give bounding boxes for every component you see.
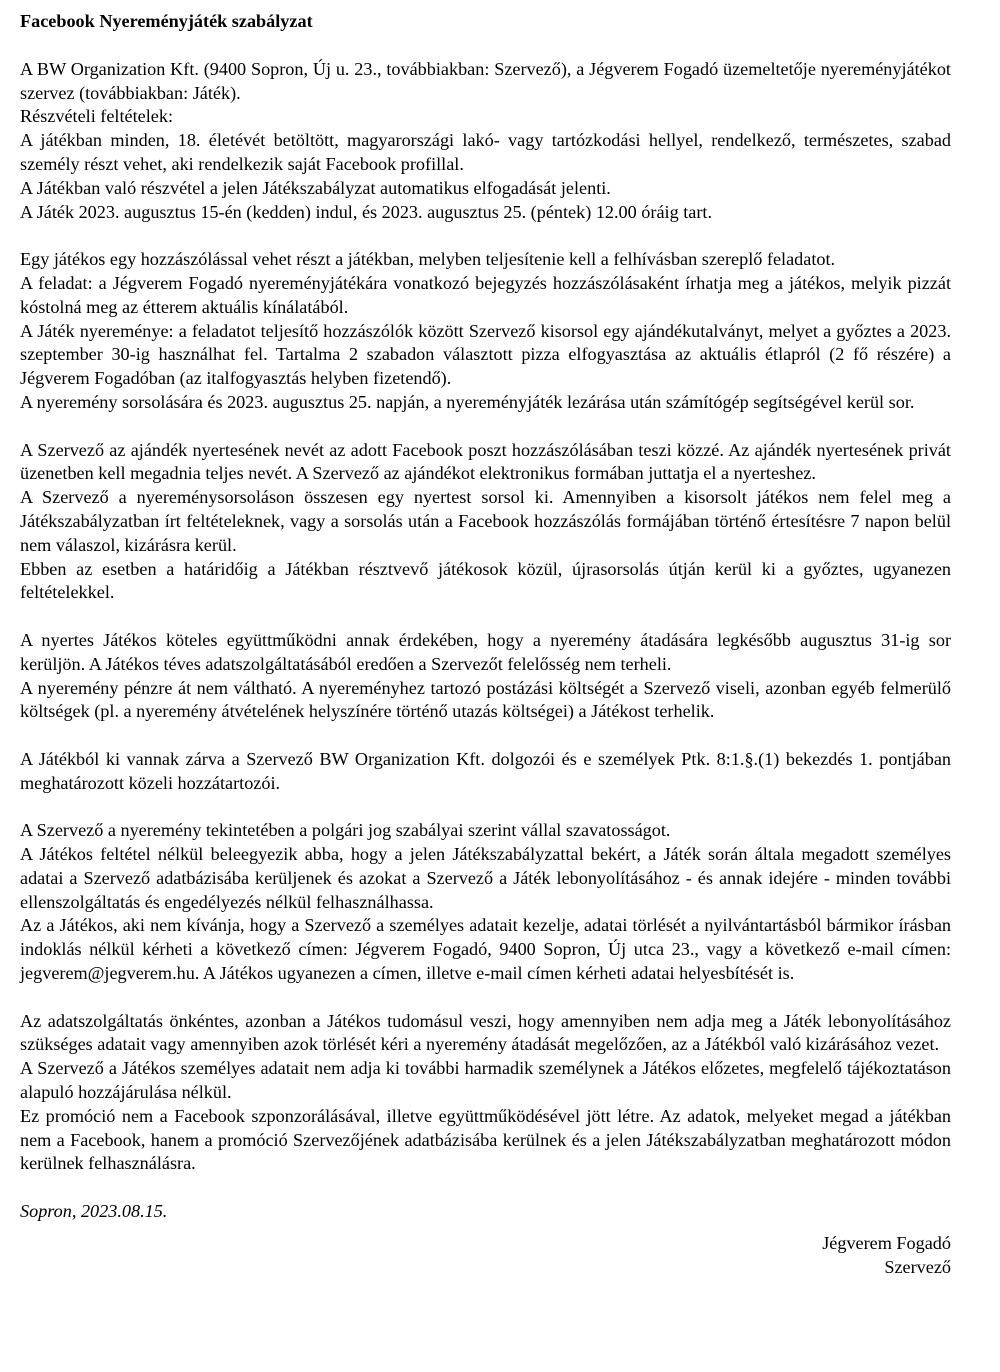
signature-block [20,1232,951,1280]
section-exclusions [20,748,951,796]
paragraph-costs: A nyeremény pénzre át nem váltható. A nyereményhez tartozó postázási költségét a Szervező viseli, azonban egyéb felmerülő költségek (pl. a nyeremény átvételének helyszínére történő utazás költségei) a Játékost terhelik. [20,677,951,722]
paragraph-one-comment: Egy játékos egy hozzászólással vehet részt a játékban, melyben teljesítenie kell a felhívásban szereplő feladatot. [20,249,836,270]
section-participation [20,248,951,415]
paragraph-warranty: A Szervező a nyeremény tekintetében a polgári jog szabályai szerint vállal szavatosságot. [20,820,671,841]
paragraph-single-winner: A Szervező a nyereménysorsoláson összesen egy nyertest sorsol ki. Amennyiben a kisorsolt játékos nem felel meg a Játékszabályzatban írt feltételeknek, vagy a sorsolás után a Facebook hozzászólás formájában történő értesítésre 7 napon belül nem válaszol, kizárásra kerül. [20,487,951,555]
paragraph-eligibility: A játékban minden, 18. életévét betöltött, magyarországi lakó- vagy tartózkodási hellyel, rendelkező, természetes, szabad személy részt vehet, aki rendelkezik saját Facebook profillal. [20,130,951,174]
section-winner [20,439,951,606]
paragraph-redraw: Ebben az esetben a határidőig a Játékban résztvevő játékosok közül, újrasorsolás útján kerül ki a győztes, ugyanezen feltételekkel. [20,558,951,603]
paragraph-organizer: A BW Organization Kft. (9400 Sopron, Új u. 23., továbbiakban: Szervező), a Jégverem Fogadó üzemeltetője nyereményjátékot szervez (továbbiakban: Játék). [20,58,951,103]
signature-role: Szervező [884,1256,951,1277]
section-intro [20,58,951,225]
paragraph-cooperation: A nyertes Játékos köteles együttműködni annak érdekében, hogy a nyeremény átadására legkésőbb augusztus 31-ig sor kerüljön. A Játékos téves adatszolgáltatásából eredően a Szervezőt felelősség nem terheli. [20,629,951,674]
paragraph-conditions-heading: Részvételi feltételek: [20,106,174,127]
paragraph-third-parties: A Szervező a Játékos személyes adatait nem adja ki további harmadik személynek a Játékos előzetes, megfelelő tájékoztatáson alapuló hozzájárulása nélkül. [20,1058,951,1103]
paragraph-consent: A Játékos feltétel nélkül beleegyezik abba, hogy a jelen Játékszabályzattal bekért, a Játék során általa megadott személyes adatai a Szervező adatbázisába kerüljenek és azokat a Szervező a Játék lebonyolításához - és annak idejére - minden további ellenszolgáltatás és engedélyezés nélkül felhasználhassa. [20,844,951,912]
paragraph-acceptance: A Játékban való részvétel a jelen Játékszabályzat automatikus elfogadását jelenti. [20,177,611,198]
paragraph-voluntary: Az adatszolgáltatás önkéntes, azonban a Játékos tudomásul veszi, hogy amennyiben nem adja meg a Játék lebonyolításához szükséges adatait vagy amennyiben azok törlését kéri a nyeremény átadását megelőzően, az a Játékból való kizárásához vezet. [20,1010,951,1055]
paragraph-winner-announcement: A Szervező az ajándék nyertesének nevét az adott Facebook poszt hozzászólásában teszi közzé. Az ajándék nyertesének privát üzenetben kell megadnia teljes nevét. A Szervező az ajándékot elektronikus formában juttatja el a nyerteshez. [20,439,951,484]
paragraph-task: A feladat: a Jégverem Fogadó nyereményjátékára vonatkozó bejegyzés hozzászólásaként írhatja meg a játékos, melyik pizzát kóstolná meg az étterem aktuális kínálatából. [20,272,951,317]
paragraph-duration: A Játék 2023. augusztus 15-én (kedden) indul, és 2023. augusztus 25. (péntek) 12.00 óráig tart. [20,201,712,222]
section-voluntary-data [20,1010,951,1177]
paragraph-excluded-persons: A Játékból ki vannak zárva a Szervező BW Organization Kft. dolgozói és e személyek Ptk. 8:1.§.(1) bekezdés 1. pontjában meghatározott közeli hozzátartozói. [20,748,951,793]
signature-name: Jégverem Fogadó [822,1232,951,1253]
document-title: Facebook Nyereményjáték szabályzat [20,11,313,31]
section-data-handling [20,819,951,986]
section-obligations [20,629,951,724]
paragraph-data-deletion: Az a Játékos, aki nem kívánja, hogy a Szervező a személyes adatait kezelje, adatai törlését a nyilvántartásból bármikor írásban indoklás nélkül kérheti a következő címen: Jégverem Fogadó, 9400 Sopron, Új utca 23., vagy a következő e-mail címen: jegverem@jegverem.hu. A Játékos ugyanezen a címen, illetve e-mail címen kérheti adatai helyesbítését is. [20,915,951,984]
paragraph-prize: A Játék nyereménye: a feladatot teljesítő hozzászólók között Szervező kisorsol egy ajándékutalványt, melyet a győztes a 2023. szeptember 30-ig használhat fel. Tartalma 2 szabadon választott pizza elfogyasztása az aktuális étlapról (2 fő részére) a Jégverem Fogadóban (az italfogyasztás helyben fizetendő). [20,320,951,389]
paragraph-draw: A nyeremény sorsolására és 2023. augusztus 25. napján, a nyereményjáték lezárása után számítógép segítségével kerül sor. [20,391,915,412]
dateline: Sopron, 2023.08.15. [20,1201,168,1222]
paragraph-facebook-disclaimer: Ez promóció nem a Facebook szponzorálásával, illetve együttműködésével jött létre. Az adatok, melyeket megad a játékban nem a Facebook, hanem a promóció Szervezőjének adatbázisába kerülnek és a jelen Játékszabályzatban meghatározott módon kerülnek felhasználásra. [20,1105,951,1174]
